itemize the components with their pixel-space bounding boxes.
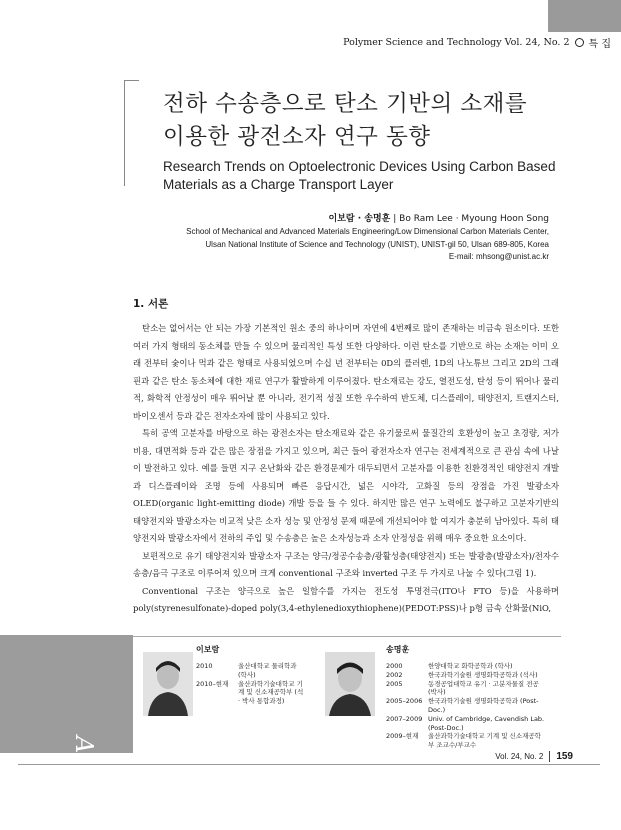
bio-desc: 동경공업대학교 유기 · 고분자물질 전공 (박사)	[428, 679, 539, 697]
paragraph-1: 탄소는 없어서는 안 되는 가장 기본적인 원소 중의 하나이며 자연에 4번째로 많이 존재하는 비금속 원소이다. 또한 여러 가지 형태의 동소체를 만들 수 있으며 물리적인 특성 또한 다양하다. 이런 탄소를 기반으로 하는 소재는 이미 오래 전부터 숯이나 먹과 같은 형태로 사용되었으며 수십 년 전부터는 0D의 플러렌, 1D의 나노튜브 그리고 2D의 그래핀과 같은 탄소 동소체에 대한 재료 연구가 활발하게 이루어졌다. 탄소재료는 강도, 열전도성, 탄성 등이 뛰어나 물리적, 화학적 안정성이 매우 뛰어날 뿐 아니라, 전기적 성질 또한 우수하여 반도체, 디스플레이, 태양전지, 트랜지스터, 바이오센서 등과 같은 전자소자에 많이 사용되고 있다.	[133, 323, 559, 421]
section-title: 1. 서론	[133, 298, 169, 310]
circle-bullet-icon	[575, 38, 584, 47]
footer-rule	[18, 764, 600, 765]
author1-name: 이보람	[196, 645, 220, 654]
author-line	[329, 211, 549, 224]
bio-desc: 울산대학교 물리학과 (학사)	[238, 662, 297, 679]
bio-row	[386, 715, 546, 733]
bio-row	[196, 662, 306, 680]
author1-photo	[143, 652, 193, 716]
bio-year: 2010	[196, 662, 213, 670]
author-band	[0, 635, 133, 753]
title-korean-line2: 이용한 광전소자 연구 동향	[163, 124, 431, 150]
running-header	[343, 35, 611, 50]
author1-bio	[196, 662, 306, 706]
bio-year: 2005	[386, 679, 403, 688]
affiliation	[186, 226, 549, 264]
bio-year: 2000	[386, 662, 403, 670]
bio-year: 2010–현재	[196, 679, 229, 688]
author-separator: |	[393, 214, 400, 224]
page-number: 159	[556, 751, 573, 762]
bio-row	[386, 680, 546, 698]
author-divider	[133, 636, 561, 637]
bio-year: 2007–2009	[386, 714, 423, 723]
bio-desc: 한국과학기술원 생명화학공학과 (석사)	[428, 670, 538, 679]
bio-row	[386, 732, 546, 750]
authors-english: Bo Ram Lee · Myoung Hoon Song	[399, 214, 549, 224]
authors-korean: 이보람 · 송명훈	[328, 214, 391, 224]
bio-year: 2009–현재	[386, 732, 419, 741]
affiliation-line2: Ulsan National Institute of Science and Technology (UNIST), UNIST-gil 50, Ulsan 689-805, Korea	[205, 239, 549, 249]
affiliation-line1: School of Mechanical and Advanced Materials Engineering/Low Dimensional Carbon Materials Center,	[186, 227, 549, 236]
title-english-line1: Research Trends on Optoelectronic Devices Using Carbon Based	[163, 159, 556, 174]
corner-tab	[548, 0, 621, 32]
paragraph-4: Conventional 구조는 양극으로 높은 일함수를 가지는 전도성 투명전극(ITO나 FTO 등)을 사용하며 poly(styrenesulfonate)-doped poly(3,4-ethylenedioxythiophene)(PEDOT:PSS)나 p형 금속 산화물(NiO,	[133, 585, 559, 613]
author2-name: 송명훈	[386, 645, 410, 654]
title-english-line2: Materials as a Charge Transport Layer	[163, 177, 394, 192]
author2-bio	[386, 662, 546, 750]
body-text	[133, 320, 559, 618]
bio-desc: Univ. of Cambridge, Cavendish Lab. (Post-Doc.)	[428, 714, 545, 732]
title-korean	[163, 88, 527, 154]
bio-year: 2005–2006	[386, 697, 423, 706]
paragraph-2: 특히 공액 고분자를 바탕으로 하는 광전소자는 탄소재료와 같은 유기물로써 물질간의 호환성이 높고 초경량, 저가 비용, 대면적화 등과 같은 많은 장점을 가지고 있으며, 최근 들어 광전자소자 연구는 전세계적으로 큰 관심 속에 나날이 발전하고 있다. 예를 들면 지구 온난화와 같은 환경문제가 대두되면서 고분자를 이용한 친환경적인 태양전지 개발과 디스플레이와 조명 등에 사용되며 빠른 응답시간, 넓은 시야각, 고화질 등의 장점을 가진 발광소자 OLED(organic light-emitting diode) 개발 등을 들 수 있다. 하지만 많은 연구 노력에도 불구하고 고분자기반의 태양전지와 발광소자는 비교적 낮은 소자 성능 및 안정성 문제 때문에 개선되어야 할 여지가 충분히 남아있다. 특히 태양전지와 발광소자에서 전하의 주입 및 수송층은 높은 소자성능과 소자 안정성을 위해 매우 중요한 요소이다.	[133, 428, 559, 543]
footer	[495, 751, 573, 762]
bio-row	[386, 697, 546, 715]
footer-separator	[549, 751, 550, 762]
bio-desc: 울산과학기술대학교 기계 및 신소재공학부 조교수/부교수	[428, 732, 541, 750]
title-korean-line1: 전하 수송층으로 탄소 기반의 소재를	[163, 91, 528, 117]
bio-desc: 한국과학기술원 생명화학공학과 (Post-Doc.)	[428, 697, 539, 714]
bio-row	[386, 671, 546, 680]
author2-photo	[325, 652, 375, 716]
affiliation-email: E-mail: mhsong@unist.ac.kr	[448, 252, 549, 261]
author-label: Author	[70, 736, 98, 820]
bio-year: 2002	[386, 670, 403, 679]
journal-name: Polymer Science and Technology Vol. 24, No. 2	[343, 37, 570, 48]
section-label: 특 집	[588, 39, 611, 50]
footer-volume: Vol. 24, No. 2	[495, 752, 544, 761]
bio-desc: 울산과학기술대학교 기계 및 신소재공학부 (석 · 박사 통합과정)	[238, 679, 304, 706]
title-bracket	[124, 80, 139, 186]
bio-desc: 한양대학교 화학공학과 (학사)	[428, 662, 513, 670]
paragraph-3: 보편적으로 유기 태양전지와 발광소자 구조는 양극/정공수송층/광활성층(태양전지) 또는 발광층(발광소자)/전자수송층/음극 구조로 이루어져 있으며 크게 conventional 구조와 inverted 구조 두 가지로 나눌 수 있다(그림 1).	[133, 550, 559, 578]
bio-row	[386, 662, 546, 671]
title-english	[163, 158, 555, 194]
bio-row	[196, 680, 306, 706]
